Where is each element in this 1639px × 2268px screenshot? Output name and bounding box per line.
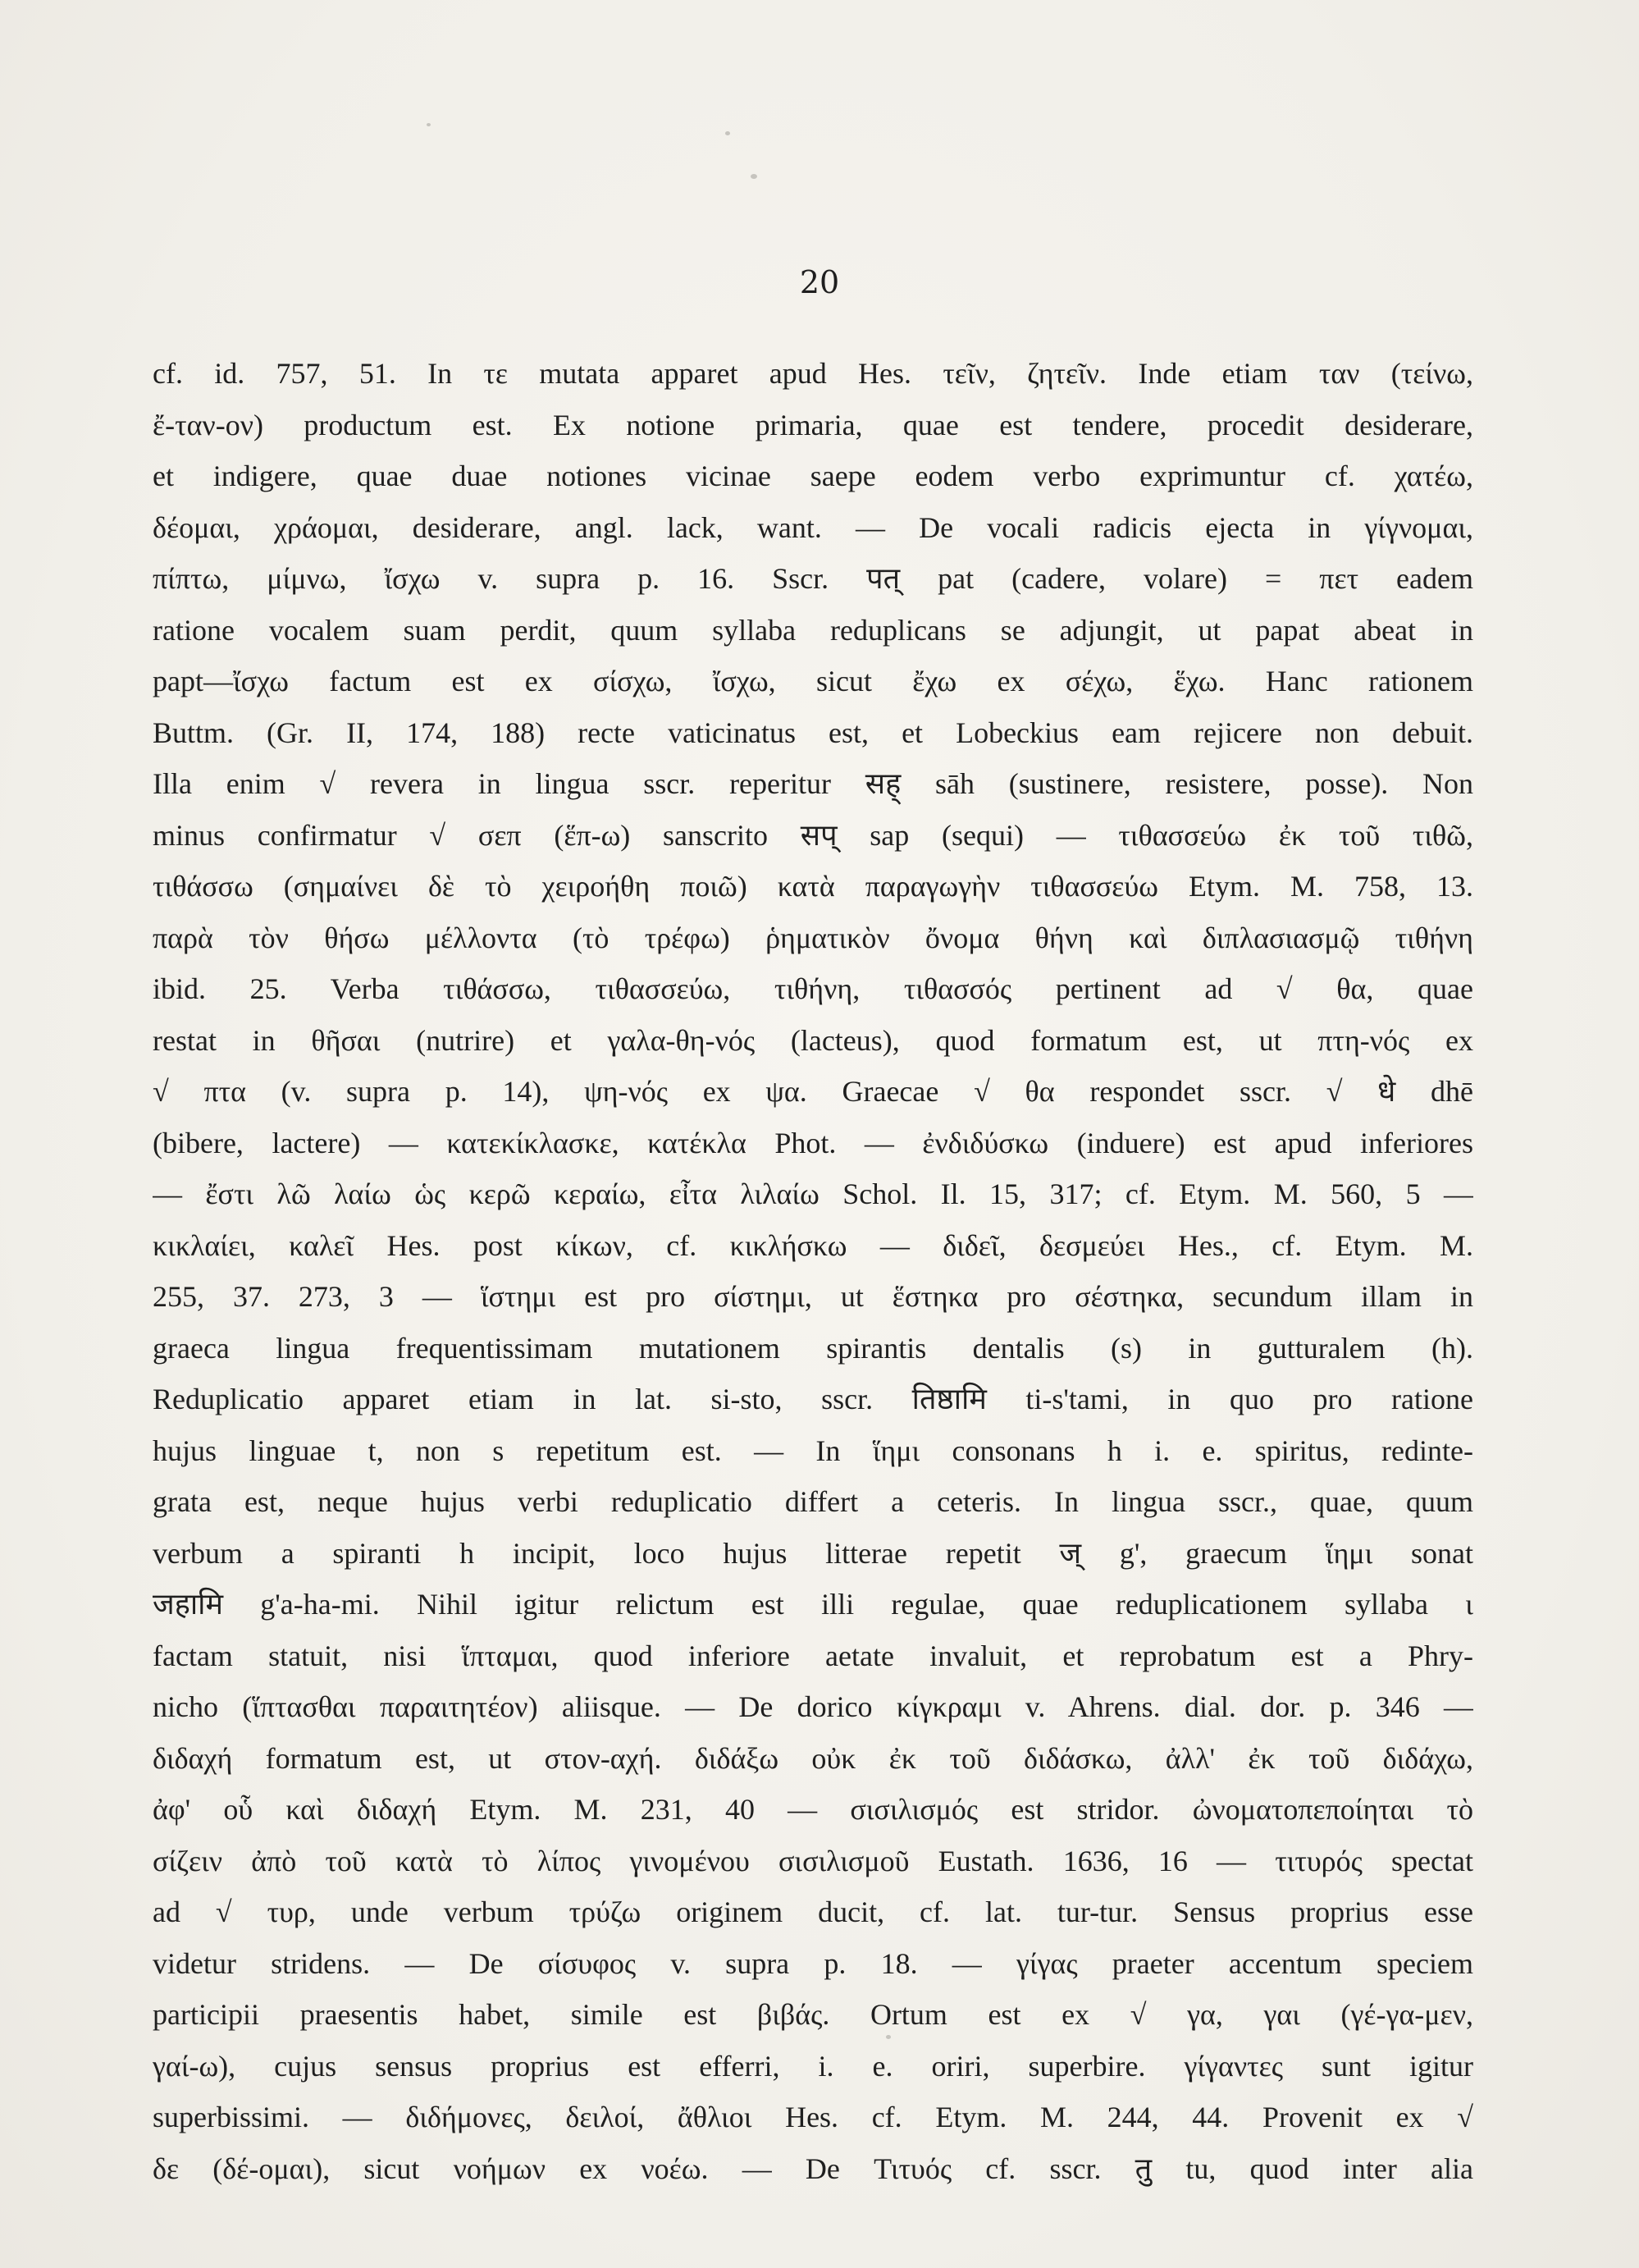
text-line: ἀφ' οὗ καὶ διδαχή Etym. M. 231, 40 — σισιλισμός est stridor. ὠνοματοπεποίηται τὸ xyxy=(153,1793,1473,1826)
text-line: grata est, neque hujus verbi reduplicatio differt a ceteris. In lingua sscr., quae, quum xyxy=(153,1485,1473,1518)
text-line: διδαχή formatum est, ut στον-αχή. διδάξω οὐκ ἐκ τοῦ διδάσκω, ἀλλ' ἐκ τοῦ διδάχω, xyxy=(153,1741,1473,1775)
text-line: restat in θῆσαι (nutrire) et γαλα-θη-νός (lacteus), quod formatum est, ut πτη-νός ex xyxy=(153,1023,1473,1057)
text-line: ibid. 25. Verba τιθάσσω, τιθασσεύω, τιθήνη, τιθασσός pertinent ad √ θα, quae xyxy=(153,972,1473,1005)
paper-speck xyxy=(751,174,757,179)
text-line: 255, 37. 273, 3 — ἵστημι est pro σίστημι, ut ἕστηκα pro σέστηκα, secundum illam in xyxy=(153,1280,1473,1313)
text-line: Buttm. (Gr. II, 174, 188) recte vaticinatus est, et Lobeckius eam rejicere non debuit. xyxy=(153,716,1473,749)
body-text xyxy=(153,348,1473,2194)
text-line: participii praesentis habet, simile est βιβάς. Ortum est ex √ γα, γαι (γέ-γα-μεν, xyxy=(153,1998,1473,2031)
text-line: factam statuit, nisi ἵπταμαι, quod inferiore aetate invaluit, et reprobatum est a Phry- xyxy=(153,1639,1473,1672)
text-line: cf. id. 757, 51. In τε mutata apparet apud Hes. τεῖν, ζητεῖν. Inde etiam ταν (τείνω, xyxy=(153,357,1473,390)
text-line: videtur stridens. — De σίσυφος v. supra p. 18. — γίγας praeter accentum speciem xyxy=(153,1946,1473,1980)
text-line: γαί-ω), cujus sensus proprius est efferri, i. e. oriri, superbire. γίγαντες sunt igitur xyxy=(153,2049,1473,2083)
page-number: 20 xyxy=(799,264,840,300)
text-line: जहामि g'a-ha-mi. Nihil igitur relictum est illi regulae, quae reduplicationem syllaba ι xyxy=(153,1588,1473,1621)
text-line: graeca lingua frequentissimam mutationem spirantis dentalis (s) in gutturalem (h). xyxy=(153,1331,1473,1365)
text-line: Illa enim √ revera in lingua sscr. reperitur सह् sāh (sustinere, resistere, posse). Non xyxy=(153,767,1473,800)
text-line: (bibere, lactere) — κατεκίκλασκε, κατέκλα Phot. — ἐνδιδύσκω (induere) est apud inferiores xyxy=(153,1126,1473,1159)
text-line: hujus linguae t, non s repetitum est. — In ἵημι consonans h i. e. spiritus, redinte- xyxy=(153,1434,1473,1467)
text-line: verbum a spiranti h incipit, loco hujus litterae repetit ज् g', graecum ἵημι sonat xyxy=(153,1536,1473,1570)
text-line: minus confirmatur √ σεπ (ἕπ-ω) sanscrito सप् sap (sequi) — τιθασσεύω ἐκ τοῦ τιθῶ, xyxy=(153,818,1473,852)
text-line: δε (δέ-ομαι), sicut νοήμων ex νοέω. — De Τιτυός cf. sscr. तु tu, quod inter alia xyxy=(153,2151,1473,2185)
text-line: nicho (ἵπτασθαι παραιτητέον) aliisque. — De dorico κίγκραμι v. Ahrens. dial. dor. p. 346 — xyxy=(153,1690,1473,1723)
text-line: ἔ-ταν-ον) productum est. Ex notione primaria, quae est tendere, procedit desiderare, xyxy=(153,408,1473,441)
text-line: ad √ τυρ, unde verbum τρύζω originem ducit, cf. lat. tur-tur. Sensus proprius esse xyxy=(153,1895,1473,1928)
text-line: Reduplicatio apparet etiam in lat. si-sto, sscr. तिष्ठामि ti-s'tami, in quo pro ratione xyxy=(153,1383,1473,1415)
text-line: — ἔστι λῶ λαίω ὡς κερῶ κεραίω, εἶτα λιλαίω Schol. Il. 15, 317; cf. Etym. M. 560, 5 — xyxy=(153,1177,1473,1210)
text-line: παρὰ τὸν θήσω μέλλοντα (τὸ τρέφω) ῥηματικὸν ὄνομα θήνη καὶ διπλασιασμῷ τιθήνη xyxy=(153,921,1473,954)
text-line: papt—ἴσχω factum est ex σίσχω, ἴσχω, sicut ἔχω ex σέχω, ἕχω. Hanc rationem xyxy=(153,665,1473,697)
paper-speck xyxy=(427,123,431,126)
text-line: superbissimi. — διδήμονες, δειλοί, ἄθλιοι Hes. cf. Etym. M. 244, 44. Provenit ex √ xyxy=(153,2101,1473,2133)
text-line: ratione vocalem suam perdit, quum syllaba reduplicans se adjungit, ut papat abeat in xyxy=(153,613,1473,647)
text-line: πίπτω, μίμνω, ἴσχω v. supra p. 16. Sscr. पत् pat (cadere, volare) = πετ eadem xyxy=(153,562,1473,595)
text-line: √ πτα (v. supra p. 14), ψη-νός ex ψα. Graecae √ θα respondet sscr. √ धे dhē xyxy=(153,1075,1473,1108)
text-line: δέομαι, χράομαι, desiderare, angl. lack, want. — De vocali radicis ejecta in γίγνομαι, xyxy=(153,510,1473,544)
text-line: σίζειν ἀπὸ τοῦ κατὰ τὸ λίπος γινομένου σισιλισμοῦ Eustath. 1636, 16 — τιτυρός spectat xyxy=(153,1844,1473,1877)
text-line: κικλαίει, καλεῖ Hes. post κίκων, cf. κικλήσκω — διδεῖ, δεσμεύει Hes., cf. Etym. M. xyxy=(153,1228,1473,1262)
text-line: τιθάσσω (σημαίνει δὲ τὸ χειροήθη ποιῶ) κατὰ παραγωγὴν τιθασσεύω Etym. M. 758, 13. xyxy=(153,870,1473,903)
text-line: et indigere, quae duae notiones vicinae saepe eodem verbo exprimuntur cf. χατέω, xyxy=(153,460,1473,492)
paper-speck xyxy=(725,131,730,135)
